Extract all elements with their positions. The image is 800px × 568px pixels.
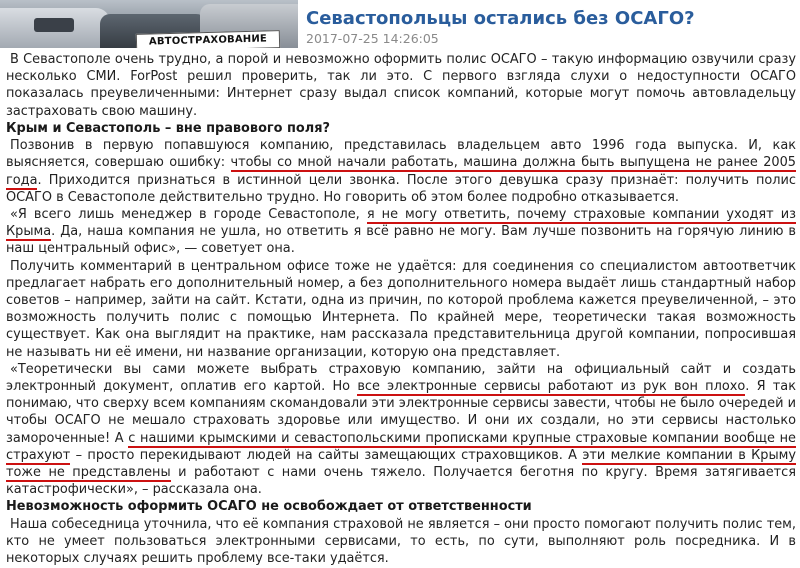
paragraph-text: . Я так понимаю, что сверху всем компаниям скомандовали эти электронные сервисы завести, чтобы не было очередей и чтобы ОСАГО не мешало страховать здоровье или имущество. И они их создали, но эти сервисы настолько замороченные! А	[6, 379, 796, 446]
section-heading-legal: Крым и Севастополь – вне правового поля?	[6, 120, 330, 136]
underlined-quote: эти мелкие компании в Крыму тоже не представлены	[6, 447, 796, 481]
paragraph-first-call	[6, 137, 796, 206]
paragraph-manager-quote	[6, 206, 796, 258]
thumbnail-sign-caption: АВТОСТРАХОВАНИЕ	[136, 30, 280, 48]
paragraph-intro: В Севастополе очень трудно, а порой и невозможно оформить полис ОСАГО – такую информацию озвучили сразу несколько СМИ. ForPost решил проверить, так ли это. С первого взгляда слухи о недоступности ОСАГО показалась преувеличенными: Интернет сразу выдал список компаний, которые могут помочь автовладельцу застраховать свою машину.	[6, 52, 796, 119]
paragraph-central-office: Получить комментарий в центральном офисе тоже не удаётся: для соединения со специалистом автоответчик предлагает набрать его дополнительный номер, а без дополнительного номера выдаёт лишь стандартный набор советов – например, зайти на сайт. Кстати, одна из причин, по которой проблема кажется преувеличенной, – это возможность получить полис с помощью Интернета. По крайней мере, теоретически такая возможность существует. Как она выглядит на практике, нам рассказала представительница другой компании, попросившая не называть ни её имени, ни название организации, которую она представляет.	[6, 258, 796, 360]
paragraph-text: «Теоретически вы сами можете выбрать страховую компанию, зайти на официальный сайт и создать электронный документ, оплатив его картой. Но	[6, 361, 796, 395]
paragraph-text: Позвонив в первую попавшуюся компанию, представилась владельцем авто 1996 года выпуска. И, как выясняется, совершаю ошибку:	[6, 138, 796, 171]
underlined-quote: я не могу ответить, почему страховые компании уходят из Крыма	[6, 207, 796, 240]
thumbnail-car	[34, 18, 74, 32]
article-thumbnail-image[interactable]	[0, 0, 298, 48]
paragraph-text: . Приходится признаться в истинной цели звонка. После этого девушка сразу признаёт: получить полис ОСАГО в Севастополе действительно трудно. Но говорить об этом более подробно отказывается.	[6, 172, 796, 205]
underlined-quote: все электронные сервисы работают из рук вон плохо	[357, 379, 746, 395]
article-title[interactable]: Севастопольцы остались без ОСАГО?	[306, 8, 695, 29]
section-heading-responsibility: Невозможность оформить ОСАГО не освобождает от ответственности	[6, 499, 532, 515]
paragraph-intermediary: Наша собеседница уточнила, что её компания страховой не является – они просто помогают получить полис тем, кто не умеет пользоваться электронными сервисами, то есть, по сути, выполняют роль посредника. И в некоторых случаях решить проблему все-таки удаётся.	[6, 516, 796, 567]
paragraph-text: и работают с нами очень тяжело. Получается беготня по кругу. Время затягивается катастрофически», – рассказала она.	[6, 465, 796, 498]
paragraph-representative-quote	[6, 361, 796, 499]
article-date: 2017-07-25 14:26:05	[306, 31, 439, 46]
underlined-quote: с нашими крымскими и севастопольскими прописками крупные страховые компании вообще не страхуют	[6, 430, 796, 463]
paragraph-text: «Я всего лишь менеджер в городе Севастополе,	[10, 207, 367, 223]
underlined-quote: чтобы со мной начали работать, машина должна быть выпущена не ранее 2005 года	[6, 155, 796, 188]
article-body	[6, 51, 796, 568]
paragraph-text: – просто перекидывают людей на сайты замещающих страховщиков. А	[70, 447, 583, 463]
paragraph-text: . Да, наша компания не ушла, но ответить я всё равно не могу. Вам лучше позвонить на горячую линию в наш центральный офис», — советует она.	[6, 224, 796, 257]
